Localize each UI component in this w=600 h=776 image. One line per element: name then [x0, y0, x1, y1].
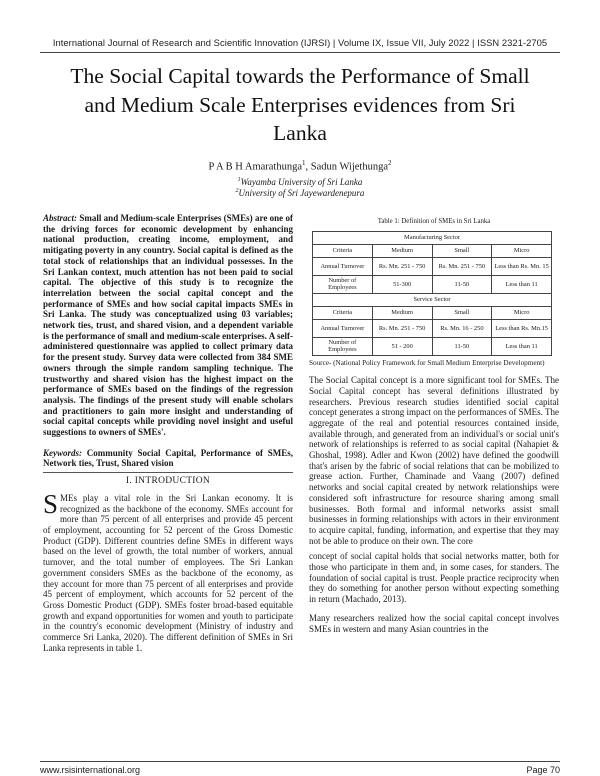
author-superscript: 1 [302, 159, 306, 167]
table-row [313, 275, 552, 293]
drop-cap: S [43, 488, 59, 519]
table-cell: 11-50 [432, 275, 492, 293]
keywords-label: Keywords: [43, 447, 82, 458]
column-header: Criteria [313, 244, 373, 257]
author-list [40, 159, 560, 173]
intro-paragraph [43, 488, 293, 654]
title-line: Lanka [273, 121, 327, 145]
sme-definition-table [312, 231, 552, 356]
body-paragraph: Many researchers realized how the social capital concept involves SMEs in western and many Asian countries in the [309, 612, 559, 634]
journal-running-header: International Journal of Research and Scientific Innovation (IJRSI) | Volume IX, Issue VII, July 2022 | ISSN 2321-2705 [52, 37, 548, 48]
section-rule [43, 472, 293, 473]
table-cell: Less than Rs. Mn.15 [492, 319, 552, 337]
affiliation [40, 177, 560, 187]
table-row [313, 257, 552, 275]
affiliation-superscript: 2 [235, 188, 239, 194]
table-cell: Number of Employees [313, 275, 373, 293]
affiliation-superscript: 1 [237, 177, 241, 183]
title-line: The Social Capital towards the Performance of Small [70, 64, 530, 88]
table-row [313, 306, 552, 319]
table-cell: Annual Turnover [313, 257, 373, 275]
abstract-text: Small and Medium-scale Enterprises (SMEs) are one of the driving forces for economic development by enhancing national production, creating income, employment, and mitigating poverty in any country. Social capital is defined as the total stock of relationships that an individual possesses. In the Sri Lankan context, much attention has not been paid to social capital. The objective of this study is to recognize the interrelation between the social capital concept and the performance of SMEs and how social capital impacts SMEs in Sri Lanka. The study was conceptualized using 03 variables; network ties, trust, and shared vision, and a dependent variable is the performance of small and medium-scale enterprises. A self-administered questionnaire was applied to collect primary data for the present study. Survey data were collected from 384 SME owners through the simple random sampling technique. The trustworthy and shared vision has the highest impact on the performance of SMEs based on the findings of the regression analysis. The findings of the present study will enable scholars and practitioners to gain more insight and understanding of social capital concepts while providing novel insight and useful suggestions to owners of SMEs'. [43, 213, 293, 438]
table-cell: Rs. Mn. 251 - 750 [372, 257, 432, 275]
author-separator: , [305, 161, 311, 173]
author-superscript: 2 [388, 159, 392, 167]
column-header: Medium [372, 306, 432, 319]
footer-url: www.rsisinternational.org [40, 765, 141, 775]
table-cell: Less than 11 [492, 275, 552, 293]
sector-label: Manufacturing Sector [313, 231, 552, 244]
abstract-label: Abstract: [43, 213, 78, 223]
affiliation-text: Wayamba University of Sri Lanka [240, 177, 363, 187]
section-heading: I. INTRODUCTION [125, 476, 211, 487]
table-cell: Annual Turnover [313, 319, 373, 337]
table-row [313, 244, 552, 257]
paper-title [40, 62, 560, 148]
table-cell: Rs. Mn. 251 - 750 [432, 257, 492, 275]
column-header: Micro [492, 306, 552, 319]
right-column [309, 217, 559, 634]
keywords [43, 448, 293, 469]
column-header: Small [432, 306, 492, 319]
body-paragraph: The Social Capital concept is a more significant tool for SMEs. The Social Capital concept has several definitions illustrated by researchers. Previous research studies identified social capital concept generates a strong impact on the performances of SMEs. The aggregate of the real and potential resources contained inside, available through, and generated from an individual's or social unit's network of relationships is referred to as social capital (Nahapiet & Ghoshal, 1998). Adler and Kwon (2002) have defined the goodwill that's arisen by the fabric of social relations that can be mobilized to grease action. Further, Chaminade and Vaang (2007) defined networks and social capital created by network relationships were considered soft infrastructure for resource sharing among small businesses. Both formal and informal networks assist small businesses in forming relationships with actors in their environment to acquire capital, funding, information, and expertise that they may not be able to produce on their own. The core [309, 375, 560, 546]
table-row [313, 319, 552, 337]
left-column [43, 213, 293, 653]
sector-label: Service Sector [313, 293, 552, 306]
table-cell: Less than 11 [492, 337, 552, 355]
header-rule [40, 52, 560, 53]
table-cell: 51-300 [372, 275, 432, 293]
table-caption: Table 1: Definition of SMEs in Sri Lanka [377, 218, 491, 225]
keywords-text: Community Social Capital, Performance of SMEs, Network ties, Trust, Shared vision [43, 447, 293, 469]
column-header: Criteria [313, 306, 373, 319]
table-row [313, 231, 552, 244]
table-cell: 51 - 200 [372, 337, 432, 355]
table-cell: Less than Rs. Mn. 15 [492, 257, 552, 275]
affiliation-text: University of Sri Jayewardenepura [238, 188, 365, 198]
intro-text: MEs play a vital role in the Sri Lankan economy. It is recognized as the backbone of the economy. SMEs account for more than 75 percent of all enterprises and provide 45 percent of employment, accounting for 52 percent of the Gross Domestic Product (GDP). Different countries define SMEs in different ways based on the level of growth, the total number of workers, annual turnover, and the total number of employees. The Sri Lankan government considers SMEs as the backbone of the economy, as they account for more than 75 percent of all enterprises and provide 45 percent of employment, which accounts for 52 percent of the Gross Domestic Product (GDP). SMEs foster broad-based equitable growth and expand opportunities for women and youth to participate in the country's economic development (Ministry of industry and commerce Sri Lanka, 2020). The different definition of SMEs in Sri Lanka represents in table 1. [43, 492, 293, 653]
page-number: Page 70 [526, 765, 560, 775]
author-name: Sadun Wijethunga [310, 161, 389, 173]
footer-rule [40, 761, 560, 762]
table-cell: Rs. Mn. 251 - 750 [372, 319, 432, 337]
table-cell: Number of Employees [313, 337, 373, 355]
table-row [313, 337, 552, 355]
table-cell: 11-50 [432, 337, 492, 355]
table-source: Source- (National Policy Framework for Small Medium Enterprise Development) [309, 358, 545, 367]
affiliation [40, 188, 560, 198]
body-paragraph: concept of social capital holds that social networks matter, both for those who participate in them and, in some cases, for standers. The foundation of social capital is trust. People practice reciprocity when they do something for another person without expecting something in return (Machado, 2013). [309, 551, 559, 605]
column-header: Small [432, 244, 492, 257]
title-line: and Medium Scale Enterprises evidences from Sri [84, 92, 516, 117]
author-name: P A B H Amarathunga [208, 161, 303, 173]
column-header: Micro [492, 244, 552, 257]
column-header: Medium [372, 244, 432, 257]
abstract [43, 213, 293, 438]
table-row [313, 293, 552, 306]
table-cell: Rs. Mn. 16 - 250 [432, 319, 492, 337]
